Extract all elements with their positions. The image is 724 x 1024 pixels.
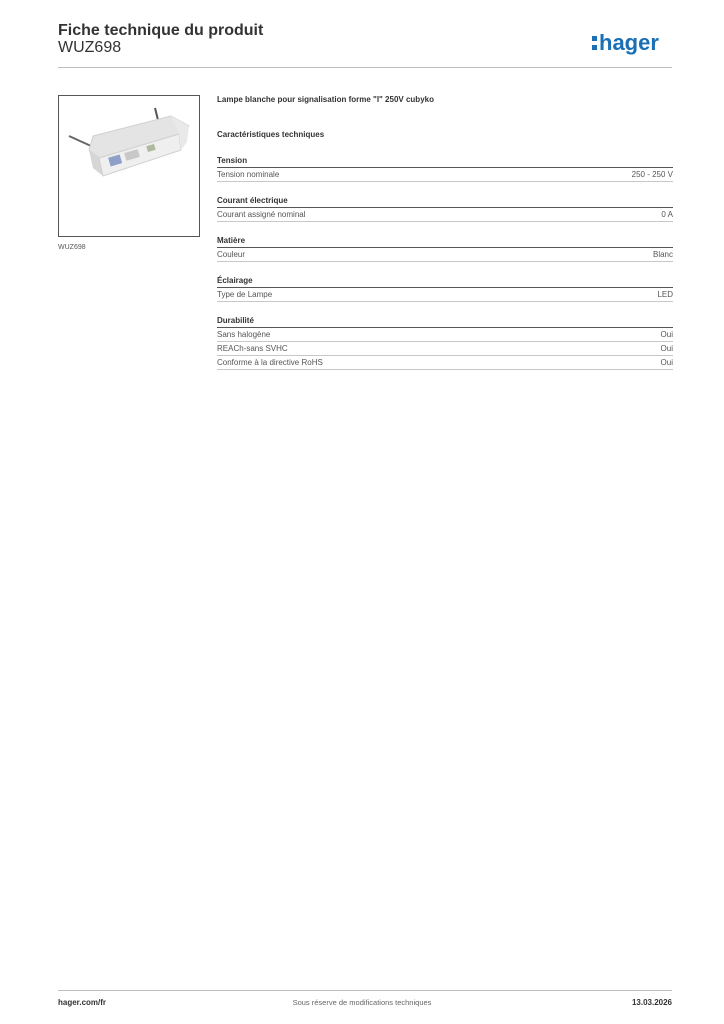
section-eclairage [217, 276, 673, 302]
spec-value: LED [657, 290, 673, 299]
section-courant [217, 196, 673, 222]
spec-label: REACh-sans SVHC [217, 344, 288, 353]
spec-label: Tension nominale [217, 170, 280, 179]
spec-label: Courant assigné nominal [217, 210, 306, 219]
image-caption: WUZ698 [58, 244, 86, 251]
spec-row [217, 342, 673, 356]
spec-value: 0 A [661, 210, 673, 219]
product-reference: WUZ698 [58, 39, 122, 56]
spec-row [217, 356, 673, 370]
spec-label: Conforme à la directive RoHS [217, 358, 323, 367]
page-title: Fiche technique du produit [58, 22, 264, 39]
section-title: Courant électrique [217, 196, 673, 208]
section-title: Tension [217, 156, 673, 168]
hager-logo [592, 28, 672, 56]
product-description: Lampe blanche pour signalisation forme "I" 250V cubyko [217, 95, 434, 104]
section-title: Éclairage [217, 276, 673, 288]
section-durabilite [217, 316, 673, 370]
logo-text: hager [599, 30, 659, 55]
spec-content [217, 95, 673, 370]
section-matiere [217, 236, 673, 262]
spec-value: Oui [660, 344, 673, 353]
spec-value: Oui [660, 358, 673, 367]
spec-heading: Caractéristiques techniques [217, 130, 325, 139]
spec-row [217, 248, 673, 262]
footer-date: 13.03.2026 [631, 998, 672, 1007]
spec-value: 250 - 250 V [631, 170, 673, 179]
product-image [58, 95, 200, 237]
header-divider [58, 67, 672, 68]
spec-label: Sans halogène [217, 330, 271, 339]
footer-website-link[interactable]: hager.com/fr [58, 998, 107, 1007]
section-title: Matière [217, 236, 673, 248]
spec-row [217, 208, 673, 222]
spec-label: Couleur [217, 250, 246, 259]
footer-divider [58, 990, 672, 991]
lamp-illustration [59, 96, 199, 236]
section-tension [217, 156, 673, 182]
spec-row [217, 288, 673, 302]
section-title: Durabilité [217, 316, 673, 328]
footer-disclaimer: Sous réserve de modifications techniques [292, 998, 432, 1007]
spec-value: Oui [660, 330, 673, 339]
spec-label: Type de Lampe [217, 290, 273, 299]
spec-row [217, 328, 673, 342]
spec-row [217, 168, 673, 182]
spec-value: Blanc [652, 250, 673, 259]
